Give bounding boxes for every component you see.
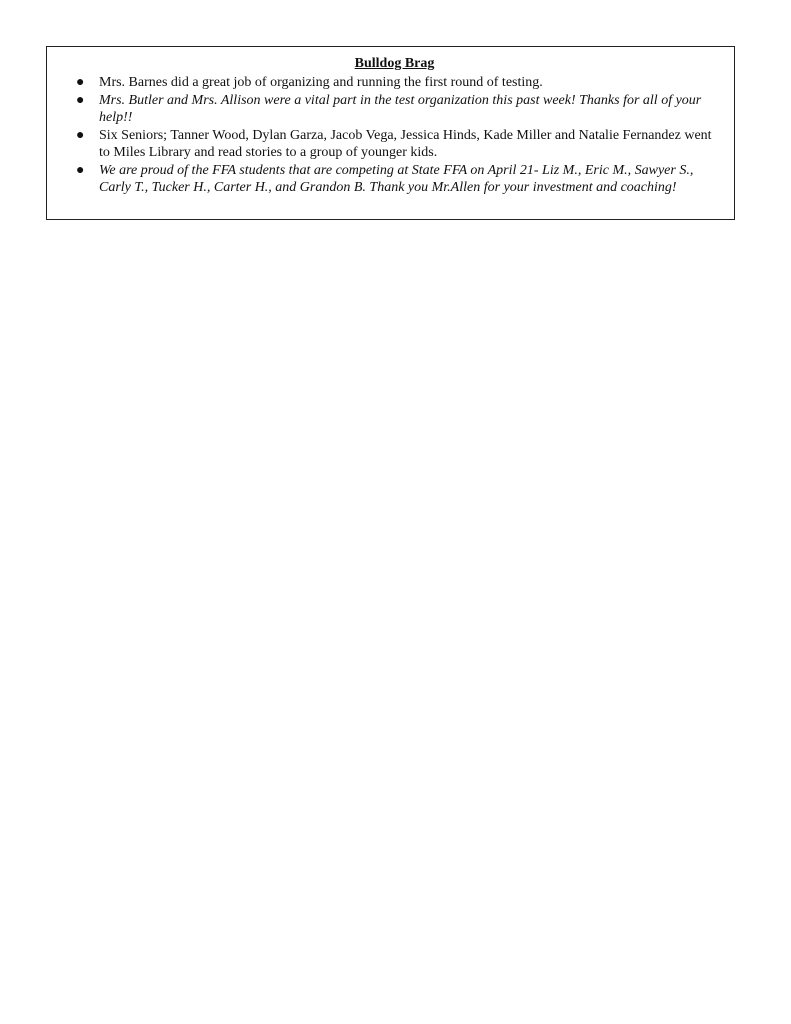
bulldog-brag-box [46, 46, 735, 220]
brag-item-barnes [65, 74, 724, 92]
bullet-icon: ● [76, 92, 85, 108]
bullet-icon: ● [76, 75, 85, 90]
brag-item-text: Six Seniors; Tanner Wood, Dylan Garza, Jacob Vega, Jessica Hinds, Kade Miller and Natalie Fernandez went to Miles Library and read stories to a group of younger kids. [99, 127, 712, 160]
bullet-icon: ● [76, 162, 85, 178]
bullet-icon: ● [76, 127, 85, 143]
brag-item-butler-allison [65, 92, 724, 127]
bulldog-brag-list [65, 74, 724, 197]
brag-item-text: Mrs. Butler and Mrs. Allison were a vital part in the test organization this past week! Thanks for all of your help!! [99, 92, 702, 125]
brag-item-text: Mrs. Barnes did a great job of organizing and running the first round of testing. [99, 75, 543, 90]
brag-item-text: We are proud of the FFA students that are competing at State FFA on April 21- Liz M., Eric M., Sawyer S., Carly T., Tucker H., Carter H., and Grandon B. Thank you Mr.Allen for your investment and coaching! [99, 162, 694, 195]
brag-item-six-seniors [65, 127, 724, 162]
bulldog-brag-title: Bulldog Brag [354, 56, 435, 71]
brag-item-ffa-students [65, 162, 724, 197]
